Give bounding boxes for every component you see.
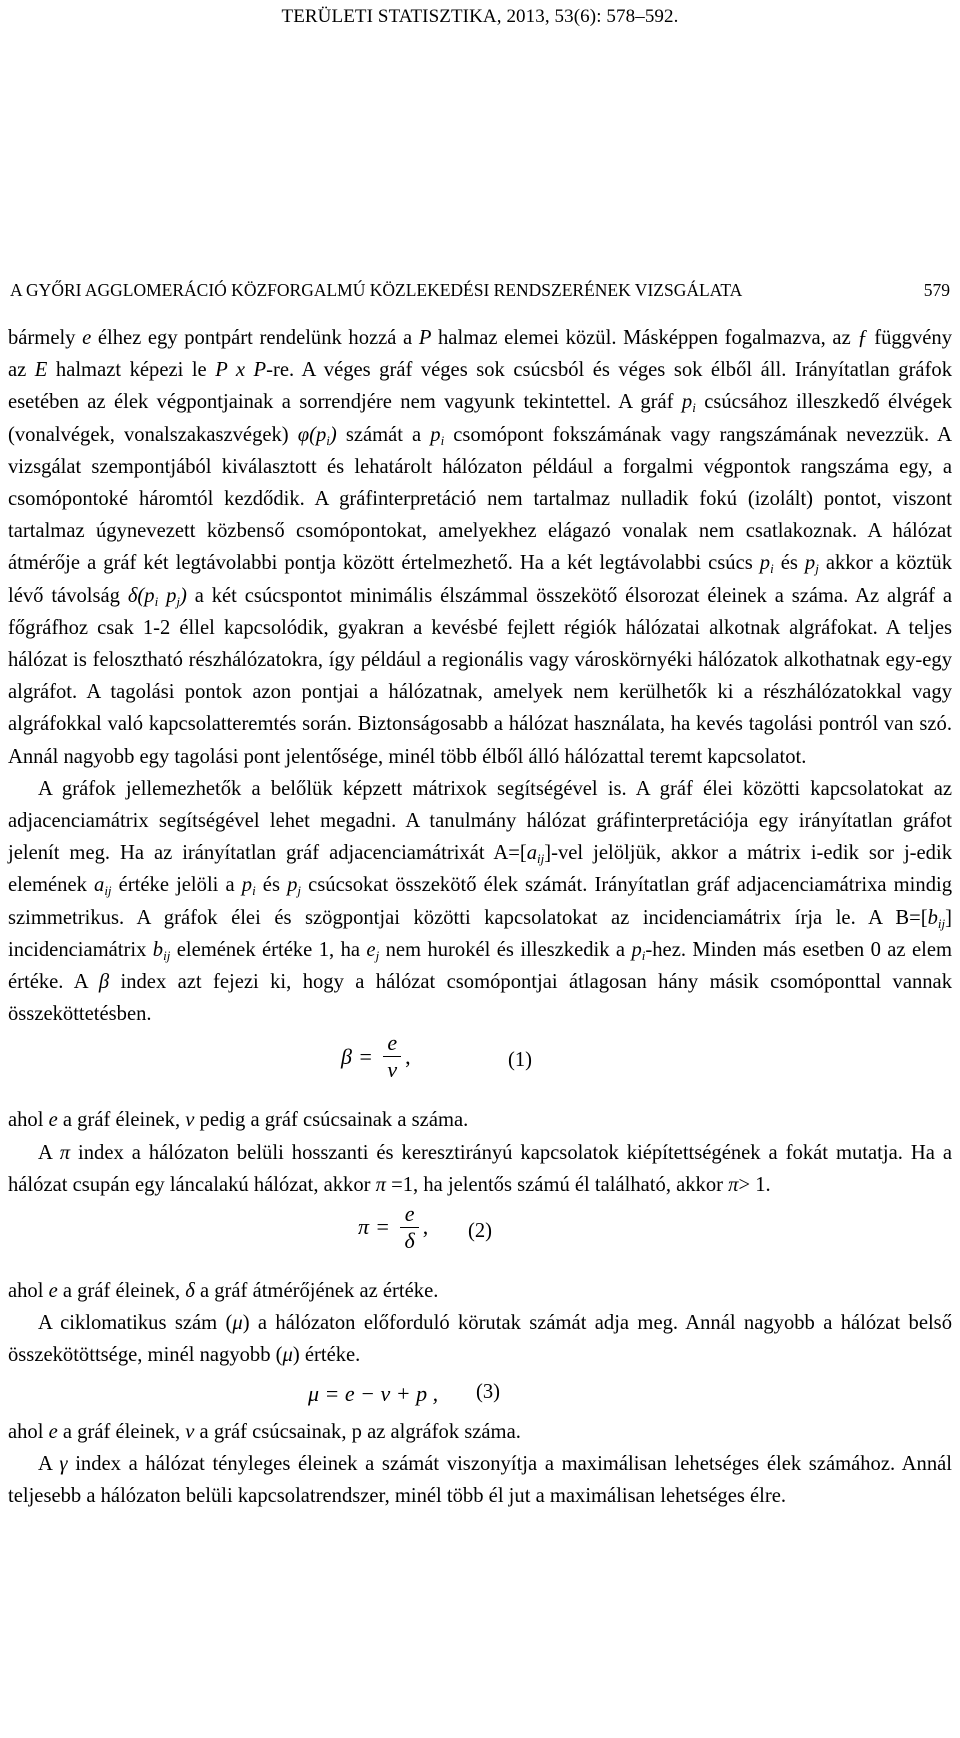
eq2-denominator: δ: [400, 1227, 418, 1254]
paragraph-2: A gráfok jellemezhetők a belőlük képzett mátrixok segítségével is. A gráf élei közötti kapcsolatokat az adjacenciamátrix segítségével lehet megadni. A tanulmány hálózat gráfinterpretációja egy irányítatlan gráfot jelenít meg. Ha az irányítatlan gráf adjacenciamátrixát $A=[a_{ij}]$-vel jelöljük, akkor a mátrix i-edik sor j-edik elemének $a_{ij}$ értéke jelöli a $p_i$ és $p_j$ csúcsokat összekötő élek számát. Irányítatlan gráf adjacenciamátrixa mindig szimmetrikus. A gráfok élei és szögpontjai közötti kapcsolatokat az incidenciamátrix írja le. A $B=[b_{ij}]$ incidenciamátrix $b_{ij}$ elemének értéke 1, ha $e_j$ nem hurokél és illeszkedik a $p_i$-hez. Minden más esetben 0 az elem értéke. A β index azt fejezi ki, hogy a hálózat csomópontjai átlagosan hány másik csomóponttal vannak összeköttetésben.: [8, 777, 953, 1026]
equation-1: [8, 1030, 952, 1104]
paragraph-5: A γ index a hálózat tényleges éleinek a számát viszonyítja a maximálisan lehetséges élek számához. Annál teljesebb a hálózaton belüli kapcsolatrendszer, minél több él jut a maximálisan lehetséges élre.: [8, 1452, 952, 1508]
running-title: A GYŐRI AGGLOMERÁCIÓ KÖZFORGALMÚ KÖZLEKEDÉSI RENDSZERÉNEK VIZSGÁLATA: [10, 280, 743, 300]
equation-3: [8, 1372, 952, 1416]
eq2-equals: =: [376, 1214, 389, 1240]
paragraph-3: A π index a hálózaton belüli hosszanti és keresztirányú kapcsolatok kiépítettségének a fokát mutatja. Ha a hálózat csupán egy láncalakú hálózat, akkor π =1, ha jelentős számú él található, akkor π> 1.: [8, 1141, 952, 1196]
eq1-label: (1): [508, 1049, 533, 1072]
page-number: 579: [923, 280, 950, 300]
eq2-label: (2): [468, 1220, 493, 1243]
eq3-expression: μ = e − v + p ,: [308, 1380, 439, 1406]
eq2-lhs: π: [358, 1214, 370, 1240]
eq1-denominator: v: [383, 1056, 401, 1083]
eq2-fraction: [400, 1201, 418, 1254]
eq1-comma: ,: [405, 1043, 411, 1069]
equation-2: [8, 1201, 952, 1275]
eq2-comma: ,: [422, 1214, 429, 1240]
eq3-label: (3): [476, 1380, 501, 1403]
body-text: [8, 322, 952, 1512]
journal-citation: TERÜLETI STATISZTIKA, 2013, 53(6): 578–592.: [281, 6, 679, 27]
eq2-numerator: e: [404, 1201, 415, 1227]
eq1-numerator: e: [387, 1030, 398, 1056]
eq1-lhs: β: [341, 1043, 352, 1069]
paragraph-after-eq3: ahol e a gráf éleinek, v a gráf csúcsainak, p az algráfok száma.: [8, 1420, 521, 1443]
paragraph-1: bármely e élhez egy pontpárt rendelünk hozzá a P halmaz elemei közül. Másképpen fogalmazva, az ƒ függvény az E halmazt képezi le P x P-re. A véges gráf véges sok csúcsból és véges sok élből áll. Irányítatlan gráfok esetében az élek végpontjainak a sorrendjére nem vagyunk tekintettel. A gráf $p_i$ csúcsához illeszkedő élvégek (vonalvégek, vonalszakaszvégek) $\varphi(p_i)$ számát a $p_i$ csomópont fokszámának vagy rangszámának nevezzük. A vizsgálat szempontjából kiválasztott és lehatárolt hálózaton például a forgalmi végpontok rangszáma egy, a csomópontoké háromtól kezdődik. A gráfinterpretáció nem tartalmaz nulladik fokú (izolált) pontot, viszont tartalmaz úgynevezett közbenső csomópontokat, amelyekhez elágazó vonalak nem csatlakoznak. A hálózat átmérője a gráf két legtávolabbi pontja között értelmezhető. Ha a két legtávolabbi csúcs $p_i$ és $p_j$ akkor a köztük lévő távolság $\delta(p_i$ $p_j$) a két csúcspontot minimális élszámmal összekötő élsorozat éleinek a száma. Az algráf a főgráfhoz csak 1-2 éllel kapcsolódik, gyakran a kevésbé fejlett régiók hálózatai alkotnak algráfokat. A teljes hálózat is felosztható részhálózatokra, így például a regionális vagy városkörnyéki hálózatok alkothatnak egy-egy algráfot. A tagolási pontok azon pontjai a hálózatnak, amelyek nem kerülhetők ki a részhálózatokkal vagy algráfokkal való kapcsolatteremtés során. Biztonságosabb a hálózat használata, ha kevés tagolási pontról van szó. Annál nagyobb egy tagolási pont jelentősége, minél több élből álló hálózattal teremt kapcsolatot.: [8, 327, 953, 768]
paragraph-after-eq2: ahol e a gráf éleinek, δ a gráf átmérőjének az értéke.: [8, 1280, 439, 1303]
paragraph-4: A ciklomatikus szám (μ) a hálózaton előforduló körutak számát adja meg. Annál nagyobb a hálózat belső összekötöttsége, minél nagyobb (μ) értéke.: [8, 1312, 952, 1367]
eq1-equals: =: [359, 1043, 372, 1069]
eq1-fraction: [383, 1030, 401, 1083]
paragraph-after-eq1: ahol e a gráf éleinek, v pedig a gráf csúcsainak a száma.: [8, 1109, 469, 1132]
